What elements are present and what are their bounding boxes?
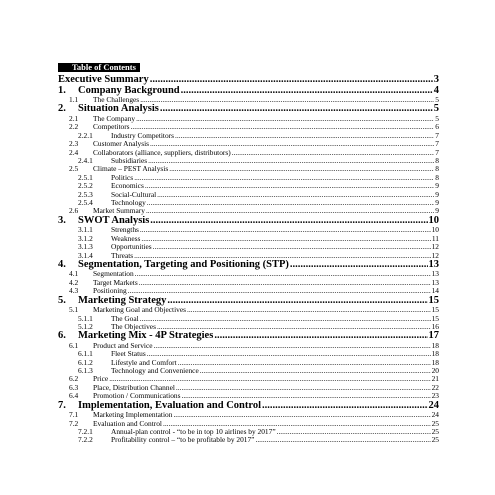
toc-dot-leader [141,235,431,243]
toc-dot-leader [131,123,435,131]
toc-entry-number: 6.3 [69,383,79,392]
toc-dot-leader [150,216,427,227]
toc-entry-number: 6. [58,331,66,342]
toc-dot-leader [140,226,431,234]
toc-dot-leader [157,191,434,199]
toc-entry-number: 2.6 [69,207,79,216]
toc-dot-leader [169,165,434,173]
toc-page [58,57,439,445]
toc-entry-number: 6.1.1 [78,350,93,359]
toc-entry [58,157,439,165]
toc-entry-label: Threats [111,251,134,260]
toc-entry-label: Annual-plan control - “to be in top 10 airlines by 2017” [111,428,276,436]
toc-entry-label: Industry Competitors [111,131,175,140]
toc-entry-page-number: 25 [431,419,439,428]
toc-dot-leader [232,149,435,157]
toc-entry [58,75,439,86]
toc-entry-label: Marketing Implementation [93,411,173,420]
toc-dot-leader [145,182,434,190]
toc-entry-number: 3.1.1 [78,226,93,235]
toc-title: Table of Contents [58,63,140,72]
toc-entry-number: 2. [58,104,66,115]
toc-entry [58,359,439,367]
toc-dot-leader [136,115,434,123]
toc-dot-leader [150,140,434,148]
toc-entry-page-number: 12 [431,243,439,252]
toc-entry-page-number: 9 [435,207,439,216]
toc-entry [58,436,439,444]
toc-entry [58,306,439,314]
toc-entry-number: 6.1 [69,341,79,350]
toc-entry [58,132,439,140]
toc-entry [58,367,439,375]
toc-entry-label: Economics [111,182,144,191]
toc-entry-number: 2.4.1 [78,156,93,165]
toc-entry-page-number: 14 [431,287,439,296]
toc-entry-number: 2.2 [69,123,79,132]
toc-dot-leader [140,315,431,323]
toc-entry-number: 7.1 [69,411,79,420]
toc-entry-number: 5.1.2 [78,322,93,331]
toc-entry-page-number: 9 [435,198,439,207]
toc-entry-page-number: 5 [435,114,439,123]
toc-dot-leader [255,436,430,444]
toc-entry-page-number: 22 [431,383,439,392]
toc-dot-leader [290,260,428,271]
toc-entry-label: The Company [93,114,136,123]
toc-entry-page-number: 5 [435,96,439,104]
toc-entry-label: Climate – PEST Analysis [93,165,169,174]
toc-entry-number: 5.1.1 [78,314,93,323]
toc-dot-leader [214,331,427,342]
toc-entry-number: 2.1 [69,114,79,123]
toc-entry-page-number: 15 [431,306,439,315]
toc-entry-label: Subsidiaries [111,156,148,165]
toc-dot-leader [134,174,434,182]
toc-dot-leader [187,306,431,314]
toc-entry-label: Segmentation [93,270,134,279]
toc-entry-number: 1. [58,85,66,96]
toc-entry [58,375,439,383]
toc-entry-page-number: 17 [428,331,439,342]
toc-entry-number: 2.2.1 [78,131,93,140]
toc-dot-leader [135,270,431,278]
toc-dot-leader [140,96,434,104]
toc-entry-number: 4.2 [69,278,79,287]
toc-entry [58,279,439,287]
toc-dot-leader [153,243,431,251]
toc-dot-leader [147,199,435,207]
toc-entry-label: Technology and Convenience [111,367,199,376]
toc-entry-label: Opportunities [111,243,152,252]
toc-entry [58,235,439,243]
toc-entry-page-number: 25 [431,436,439,445]
toc-entry [58,174,439,182]
toc-entry [58,287,439,295]
toc-dot-leader [148,157,434,165]
toc-entry [58,260,439,271]
toc-entry-page-number: 8 [435,173,439,182]
toc-entry-number: 2.5.1 [78,173,93,182]
toc-entry-page-number: 6 [435,123,439,132]
toc-entry-number: 6.2 [69,375,79,384]
toc-entry-label: Fleet Status [111,350,146,359]
toc-dot-leader [262,401,428,412]
toc-entry-label: Weakness [111,234,141,243]
toc-entry [58,401,439,412]
toc-entry-number: 7.2.2 [78,436,93,445]
toc-entry [58,428,439,436]
toc-dot-leader [181,392,430,400]
toc-entry-number: 2.3 [69,140,79,149]
toc-dot-leader [157,323,431,331]
toc-entry-label: Evaluation and Control [93,419,162,428]
toc-entry [58,342,439,350]
toc-dot-leader [167,296,427,307]
toc-entry-page-number: 15 [431,314,439,323]
toc-entry-page-number: 11 [431,234,439,243]
toc-entry [58,226,439,234]
toc-entry [58,140,439,148]
toc-entry [58,384,439,392]
toc-entry-page-number: 15 [428,295,439,306]
toc-entry-label: Competitors [93,123,130,132]
toc-entry-page-number: 8 [435,156,439,165]
toc-entry [58,123,439,131]
toc-entry-label: Collaborators (alliance, suppliers, distributors) [93,148,231,157]
toc-entry-page-number: 13 [428,259,439,270]
toc-entry-number: 6.4 [69,392,79,401]
toc-entry [58,216,439,227]
toc-entry-page-number: 7 [435,140,439,149]
toc-entry-page-number: 9 [435,182,439,191]
toc-entry [58,252,439,260]
toc-entry-number: 2.5.4 [78,198,93,207]
toc-entry-number: 3.1.3 [78,243,93,252]
toc-entry-page-number: 18 [431,341,439,350]
toc-entry-label: The Challenges [93,96,140,104]
toc-entry-page-number: 21 [431,375,439,384]
toc-entry-label: Social-Cultural [111,190,157,199]
toc-dot-leader [200,367,431,375]
toc-entry-page-number: 13 [431,270,439,279]
toc-dot-leader [277,428,431,436]
toc-entry-number: 2.5.3 [78,190,93,199]
toc-entry-label: Price [93,375,109,384]
toc-entry-label: Positioning [93,287,127,296]
toc-entry-number: 5. [58,295,66,306]
toc-entry-number: 6.1.2 [78,358,93,367]
toc-entry-page-number: 12 [431,251,439,260]
toc-dot-leader [128,287,431,295]
toc-dot-leader [154,342,431,350]
toc-entry-label: Customer Analysis [93,140,150,149]
toc-entry-label: Place, Distribution Channel [93,383,175,392]
toc-dot-leader [181,86,433,97]
toc-entry-page-number: 23 [431,392,439,401]
toc-list [58,75,439,445]
toc-entry-label: Situation Analysis [78,104,159,115]
toc-entry [58,115,439,123]
toc-entry-number: 4.3 [69,287,79,296]
toc-entry-page-number: 18 [431,358,439,367]
toc-entry-number: 7. [58,400,66,411]
toc-entry [58,149,439,157]
toc-entry-label: Product and Service [93,341,153,350]
toc-entry-number: 1.1 [69,96,79,104]
toc-entry-label: Profitability control – “to be profitable by 2017” [111,436,255,445]
toc-entry-label: Strengths [111,226,139,235]
toc-entry [58,191,439,199]
toc-entry [58,86,439,97]
toc-entry-page-number: 9 [435,190,439,199]
toc-entry [58,411,439,419]
toc-dot-leader [109,375,430,383]
toc-entry [58,331,439,342]
toc-entry-label: Segmentation, Targeting and Positioning (STP) [78,259,289,270]
toc-entry-page-number: 8 [435,165,439,174]
toc-entry-number: 6.1.3 [78,367,93,376]
toc-entry-page-number: 7 [435,131,439,140]
toc-entry [58,420,439,428]
toc-entry-page-number: 24 [431,411,439,420]
toc-dot-leader [178,359,431,367]
toc-entry [58,182,439,190]
toc-entry-label: The Goal [111,314,139,323]
toc-entry-number: 3. [58,215,66,226]
toc-dot-leader [150,75,433,86]
toc-entry [58,392,439,400]
toc-entry-page-number: 18 [431,350,439,359]
toc-entry-label: Politics [111,173,134,182]
toc-entry-label: The Objectives [111,322,156,331]
toc-entry-label: Technology [111,198,146,207]
toc-dot-leader [146,207,434,215]
toc-entry [58,323,439,331]
toc-dot-leader [176,384,431,392]
toc-entry [58,165,439,173]
toc-entry-label: Executive Summary [58,75,149,85]
toc-entry-page-number: 3 [433,75,439,85]
toc-entry-page-number: 10 [431,226,439,235]
toc-entry-number: 7.2.1 [78,428,93,436]
toc-dot-leader [139,279,431,287]
toc-entry-label: Marketing Mix - 4P Strategies [78,331,214,342]
toc-entry-page-number: 20 [431,367,439,376]
toc-entry-label: Implementation, Evaluation and Control [78,400,261,411]
toc-entry [58,270,439,278]
toc-entry-label: Lifestyle and Comfort [111,358,177,367]
toc-entry [58,207,439,215]
toc-entry-number: 2.5 [69,165,79,174]
toc-entry-number: 2.5.2 [78,182,93,191]
toc-entry-number: 5.1 [69,306,79,315]
toc-entry-number: 4. [58,259,66,270]
toc-entry-number: 3.1.4 [78,251,93,260]
toc-entry-page-number: 13 [431,278,439,287]
toc-entry-page-number: 5 [433,104,439,115]
toc-entry-page-number: 25 [431,428,439,436]
toc-dot-leader [163,420,431,428]
toc-dot-leader [134,252,430,260]
toc-entry-number: 2.4 [69,148,79,157]
toc-entry-number: 7.2 [69,419,79,428]
toc-entry-page-number: 16 [431,322,439,331]
toc-dot-leader [175,132,434,140]
toc-entry-number: 3.1.2 [78,234,93,243]
toc-entry-label: Company Background [78,85,180,96]
toc-entry-page-number: 7 [435,148,439,157]
toc-entry [58,104,439,115]
toc-entry-page-number: 4 [433,85,439,96]
toc-dot-leader [160,104,433,115]
toc-entry [58,296,439,307]
toc-entry-label: SWOT Analysis [78,215,150,226]
toc-dot-leader [173,411,430,419]
toc-entry [58,199,439,207]
toc-entry [58,96,439,104]
toc-entry-label: Promotion / Communications [93,392,181,401]
toc-dot-leader [147,350,431,358]
toc-entry [58,350,439,358]
toc-entry-page-number: 10 [428,215,439,226]
toc-entry [58,243,439,251]
toc-entry-label: Target Markets [93,278,138,287]
toc-entry-page-number: 24 [428,400,439,411]
toc-entry [58,315,439,323]
toc-entry-label: Market Summary [93,207,145,216]
toc-entry-number: 4.1 [69,270,79,279]
toc-entry-label: Marketing Strategy [78,295,167,306]
toc-entry-label: Marketing Goal and Objectives [93,306,186,315]
